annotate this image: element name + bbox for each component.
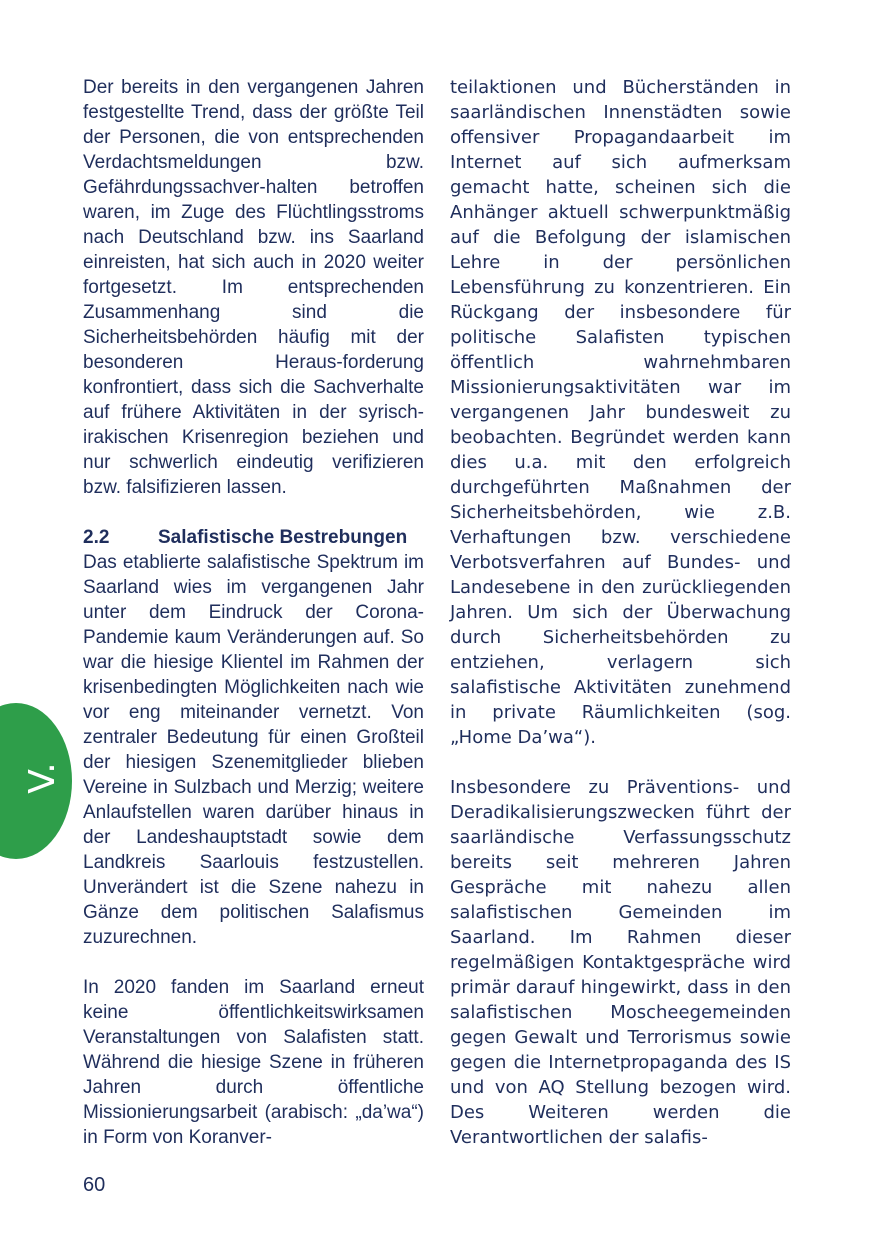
paragraph-trend: Der bereits in den vergangenen Jahren festgestellte Trend, dass der größte Teil der Personen, die von entsprechenden Verdachtsmeldungen bzw. Gefährdungssachver-halten betroffen waren, im Zuge des Flüchtlingsstroms nach Deutschland bzw. ins Saarland einreisten, hat sich auch in 2020 weiter fortgesetzt. Im entsprechenden Zusammenhang sind die Sicherheitsbehörden häufig mit der besonderen Heraus-forderung konfrontiert, dass sich die Sachverhalte auf frühere Aktivitäten in der syrisch-irakischen Krisenregion beziehen und nur schwerlich eindeutig verifizieren bzw. falsifizieren lassen.: [83, 77, 424, 498]
right-column: [450, 75, 791, 1150]
left-column: [83, 75, 424, 1150]
paragraph-spectrum: Das etablierte salafistische Spektrum im Saarland wies im vergangenen Jahr unter dem Eindruck der Corona-Pandemie kaum Veränderungen auf. So war die hiesige Klientel im Rahmen der krisenbedingten Möglichkeiten nach wie vor eng miteinander vernetzt. Von zentraler Bedeutung für einen Großteil der hiesigen Szenemitglieder blieben Vereine in Sulzbach und Merzig; weitere Anlaufstellen waren darüber hinaus in der Landeshauptstadt sowie dem Landkreis Saarlouis festzustellen. Unverändert ist die Szene nahezu in Gänze dem politischen Salafismus zuzurechnen.: [83, 552, 424, 948]
page-number: 60: [83, 1174, 106, 1196]
section-title: Salafistische Bestrebungen: [158, 527, 408, 548]
paragraph-2020: In 2020 fanden im Saarland erneut keine öffentlichkeitswirksamen Veranstaltungen von Salafisten statt. Während die hiesige Szene in früheren Jahren durch öffentliche Missionierungsarbeit (arabisch: „da’wa“) in Form von Koranver-: [83, 977, 424, 1148]
section-heading: [83, 525, 424, 550]
chapter-tab-label: V.: [21, 762, 63, 794]
section-number: 2.2: [83, 527, 110, 548]
paragraph-prevention: Insbesondere zu Präventions- und Deradikalisierungszwecken führt der saarländische Verfassungsschutz bereits seit mehreren Jahren Gespräche mit nahezu allen salafistischen Gemeinden im Saarland. Im Rahmen dieser regelmäßigen Kontaktgespräche wird primär darauf hingewirkt, dass in den salafistischen Moscheegemeinden gegen Gewalt und Terrorismus sowie gegen die Internetpropaganda des IS und von AQ Stellung bezogen wird. Des Weiteren werden die Verantwortlichen der salafis-: [450, 777, 791, 1148]
paragraph-continuation: teilaktionen und Bücherständen in saarländischen Innenstädten sowie offensiver Propagandaarbeit im Internet auf sich aufmerksam gemacht hatte, scheinen sich die Anhänger aktuell schwerpunktmäßig auf die Befolgung der islamischen Lehre in der persönlichen Lebensführung zu konzentrieren. Ein Rückgang der insbesondere für politische Salafisten typischen öffentlich wahrnehmbaren Missionierungsaktivitäten war im vergangenen Jahr bundesweit zu beobachten. Begründet werden kann dies u.a. mit den erfolgreich durchgeführten Maßnahmen der Sicherheitsbehörden, wie z.B. Verhaftungen bzw. verschiedene Verbotsverfahren auf Bundes- und Landesebene in den zurückliegenden Jahren. Um sich der Überwachung durch Sicherheitsbehörden zu entziehen, verlagern sich salafistische Aktivitäten zunehmend in private Räumlichkeiten (sog. „Home Da’wa“).: [450, 77, 791, 748]
